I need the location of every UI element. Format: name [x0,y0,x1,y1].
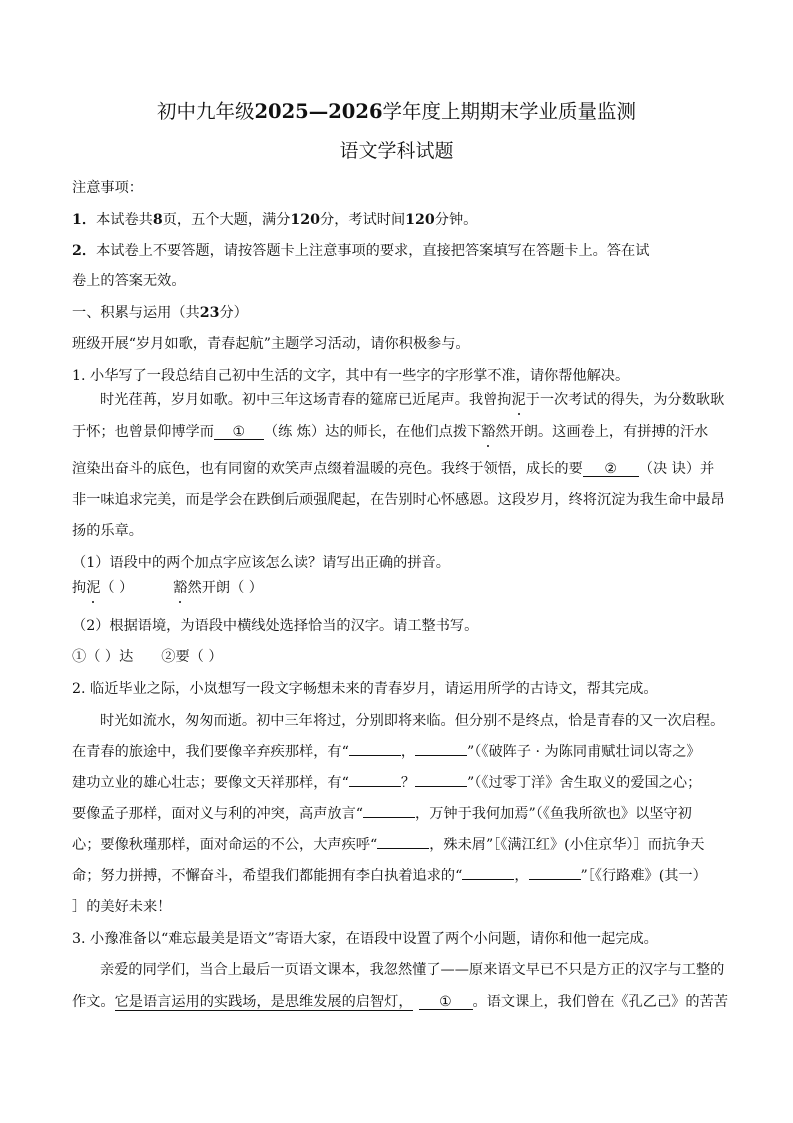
notice-item-2-cont: 卷上的答案无效。 [72,273,186,289]
title-years: 2025—2026 [254,100,383,123]
emphasis-dot-char: 泥 [511,392,526,408]
question-2-passage-line: ］的美好未来！ [72,899,172,915]
question-1-stem: 1. 小华写了一段总结自己初中生活的文字，其中有一些字的字形掌不准，请你帮他解决。 [72,368,630,384]
question-1-answer-2: ①（ ）达 ②要（ ） [72,649,223,665]
question-3-passage-line: 亲爱的同学们，当合上最后一页语文课本，我忽然懂了——原来语文早已不只是方正的汉字与工整的 [100,962,725,978]
question-1-passage-line: 扬的乐章。 [72,523,143,539]
notice-item-2: 2．本试卷上不要答题，请按答题卡上注意事项的要求，直接把答案填写在答题卡上。答在试 [72,243,650,259]
question-2-passage-line: 在青春的旅途中，我们要像辛弃疾那样，有“ ， ”（《破阵子 · 为陈同甫赋壮词以寄之》 [72,744,701,760]
question-2-passage-line: 心；要像秋瑾那样，面对命运的不公，大声疾呼“ ，殊未屑”［《满江红》(小住京华）］而抗争天 [72,837,705,853]
page-subtitle: 语文学科试题 [339,140,454,162]
notice-heading: 注意事项： [72,180,143,196]
title-text: 初中九年级 [156,100,255,123]
question-1-passage-line: 渲染出奋斗的底色，也有同窗的欢笑声点缀着温暖的亮色。我终于领悟，成长的要 ② （决 诀）并 [72,461,715,477]
question-1-passage-line: 非一味追求完美，而是学会在跌倒后顽强爬起，在告别时心怀感恩。这段岁月，终将沉淀为我生命中最昂 [72,492,725,508]
page-title [0,100,793,124]
underlined-text: 它是语言运用的实践场，是思维发展的启智灯， [114,994,413,1010]
question-1-passage-line: 时光荏苒，岁月如歌。初中三年这场青春的筵席已近尾声。我曾拘泥于一次考试的得失，为分数耿耿 [100,392,725,408]
question-1-sub-2: （2）根据语境，为语段中横线处选择恰当的汉字。请工整书写。 [72,618,479,634]
question-1-answer-1: 拘泥（ ） 豁然开朗（ ） [72,580,263,596]
emphasis-dot-char: 豁 [481,424,496,440]
fill-blank-3: ① [419,995,473,1010]
question-3-passage-line: 作文。它是语言运用的实践场，是思维发展的启智灯， ① 。语文课上，我们曾在《孔乙己》的苦苦 [72,994,728,1010]
question-1-sub-1: （1）语段中的两个加点字应该怎么读？请写出正确的拼音。 [72,555,450,571]
question-2-passage-line: 要像孟子那样，面对义与利的冲突，高声放言“ ，万钟于我何加焉”（《鱼我所欲也》以坚守初 [72,806,692,822]
question-1-passage-line: 于怀；也曾景仰博学而 ① （练 炼）达的师长，在他们点拨下豁然开朗。这画卷上，有拼搏的汗水 [72,424,709,440]
question-2-stem: 2. 临近毕业之际，小岚想写一段文字畅想未来的青春岁月，请运用所学的古诗文，帮其完成。 [72,681,658,697]
question-2-passage-line: 命；努力拼搏，不懈奋斗，希望我们都能拥有李白执着追求的“ ， ”［《行路难》(其一） [72,868,707,884]
fill-blank-1: ① [214,425,264,440]
section-intro: 班级开展“岁月如歌，青春起航”主题学习活动，请你积极参与。 [72,336,470,352]
fill-blank-2: ② [583,462,639,477]
notice-item-1: 1．本试卷共8页，五个大题，满分120分，考试时间120分钟。 [72,212,478,228]
question-2-passage-line: 建功立业的雄心壮志；要像文天祥那样，有“ ？ ”（《过零丁洋》舍生取义的爱国之心； [72,775,702,791]
section-heading: 一、积累与运用（共23分） [72,305,248,321]
question-2-passage-line: 时光如流水，匆匆而逝。初中三年将过，分别即将来临。但分别不是终点，恰是青春的又一次启程。 [100,713,725,729]
question-3-stem: 3. 小豫准备以“难忘最美是语文”寄语大家，在语段中设置了两个小问题，请你和他一起完成。 [72,931,658,947]
title-text-2: 学年度上期期末学业质量监测 [382,100,637,123]
